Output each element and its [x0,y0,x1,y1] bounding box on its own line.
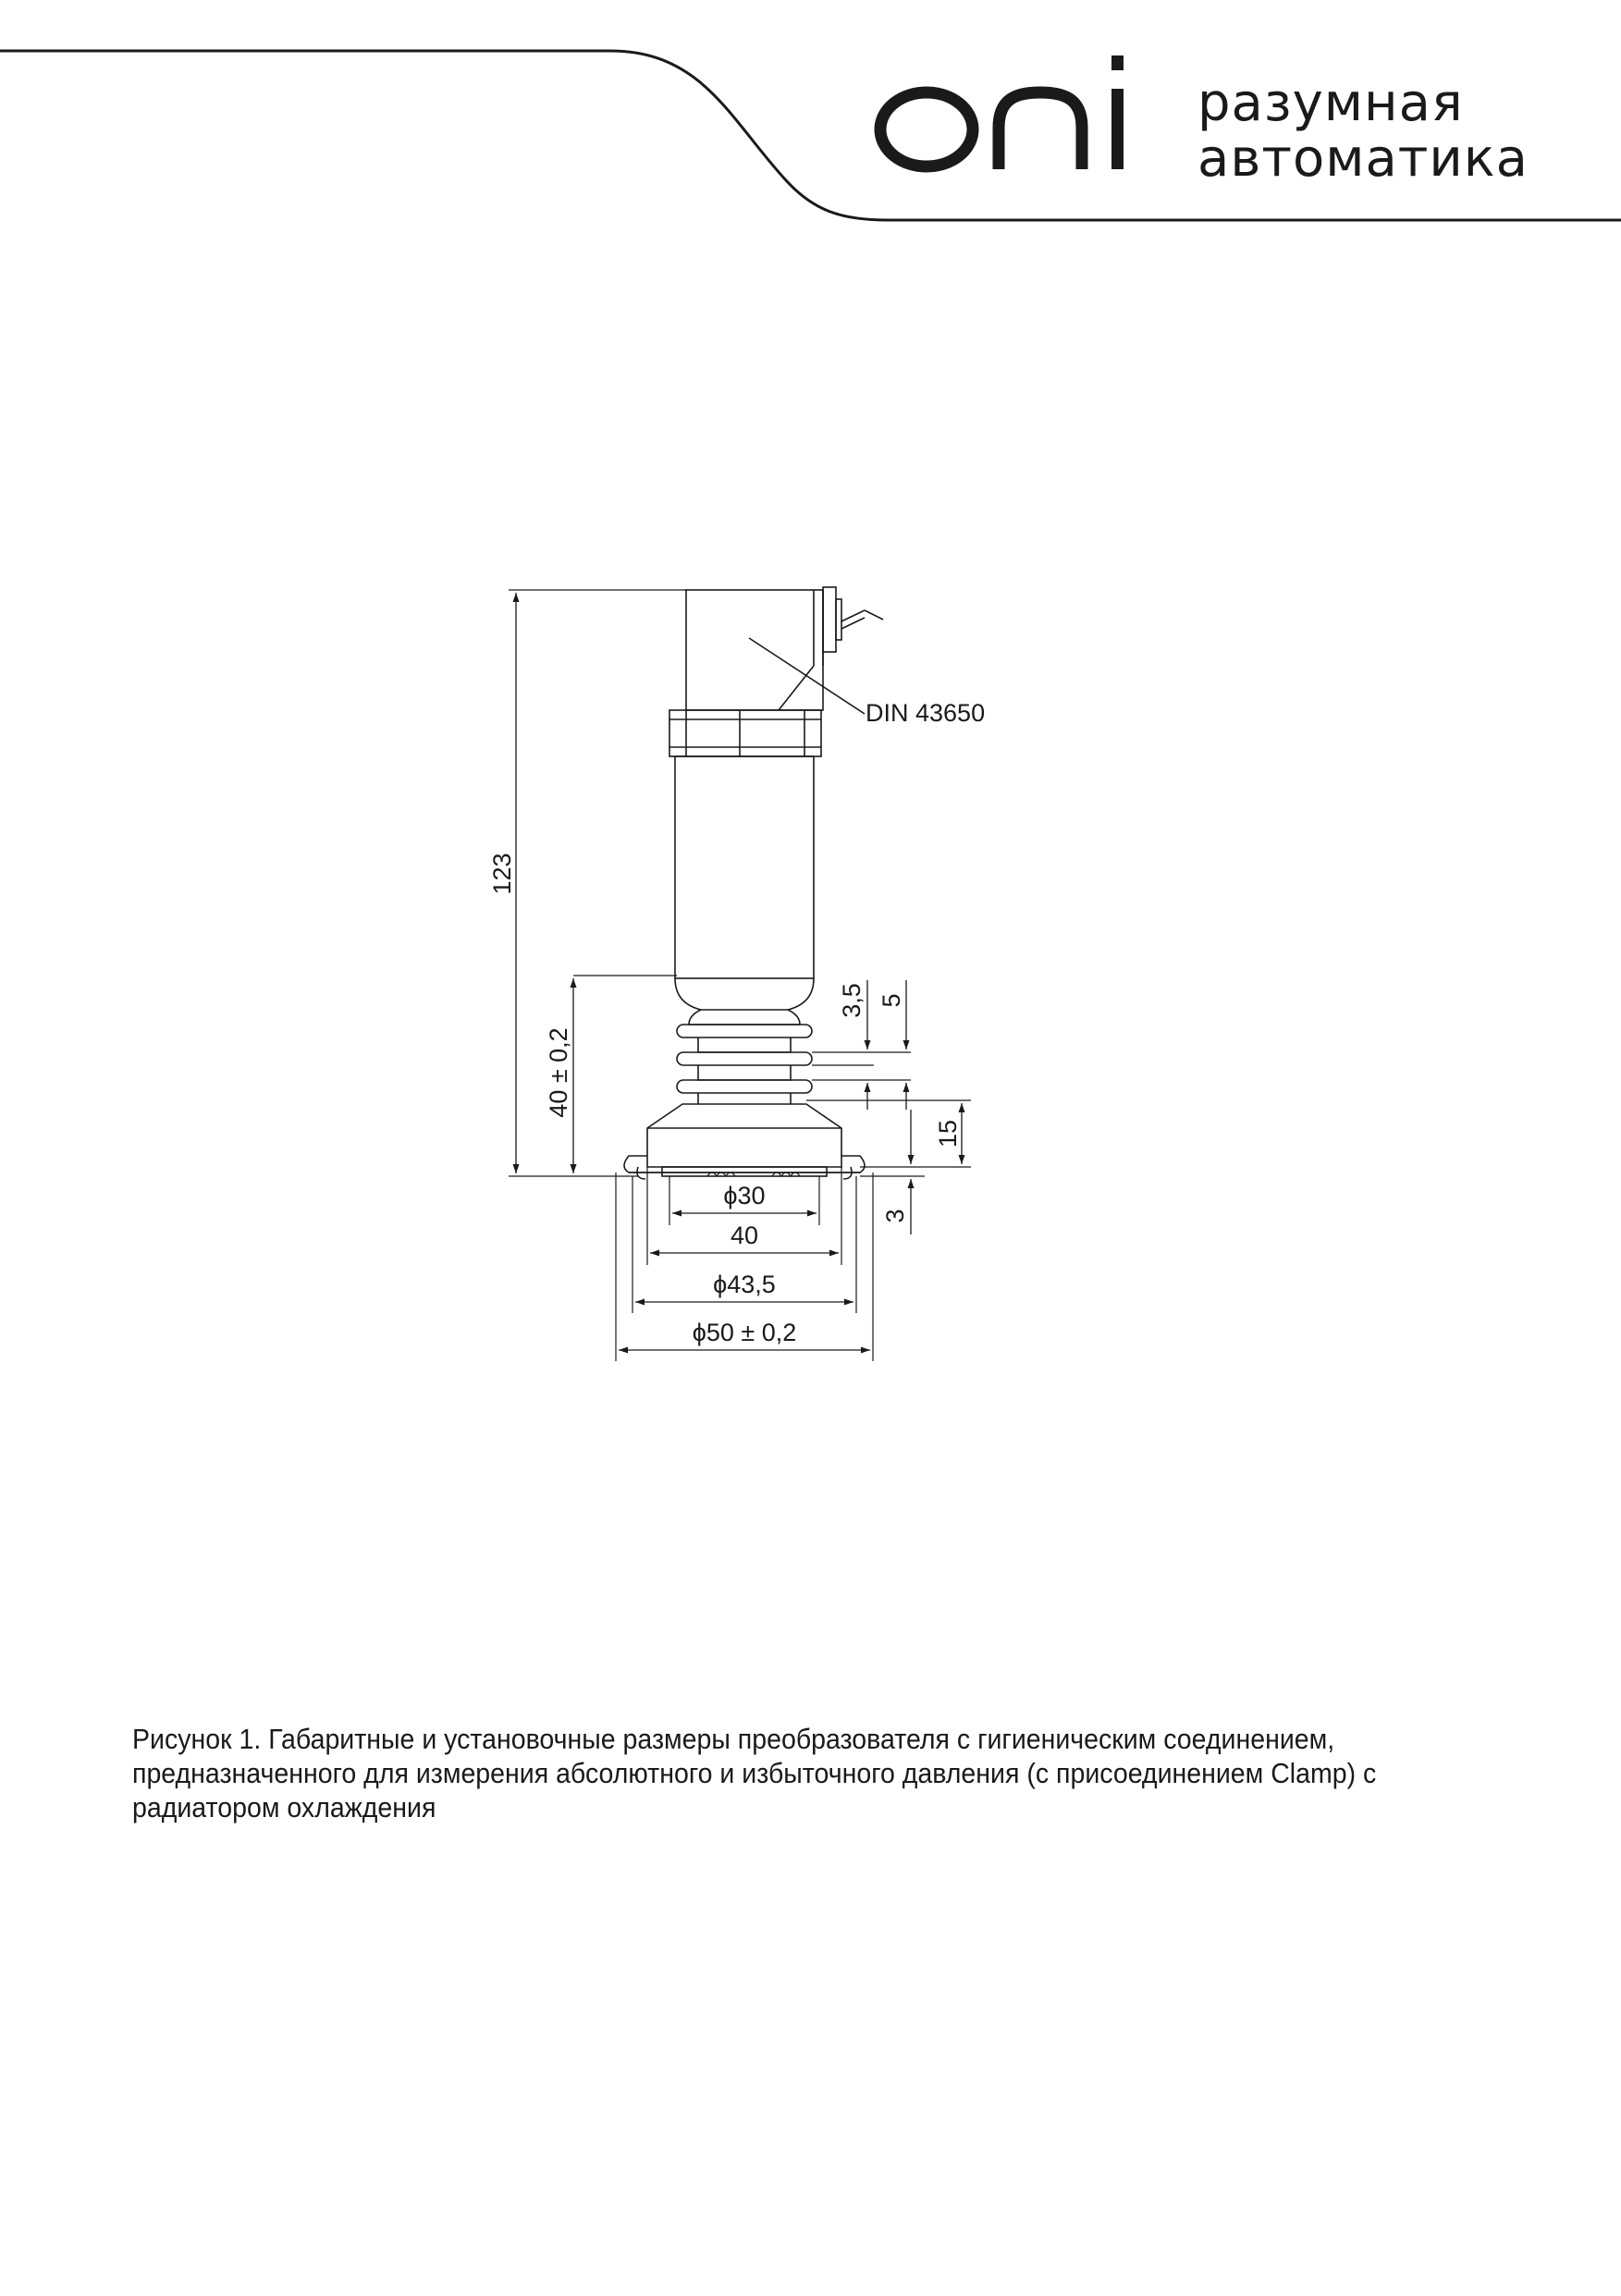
dim-flange-height: 15 [934,1119,962,1148]
dim-gasket-height: 3 [881,1209,909,1223]
tagline-line-1: разумная [1197,73,1464,133]
tagline-line-2: автоматика [1197,129,1529,189]
connector-label: DIN 43650 [866,699,986,727]
caption-line-1: Рисунок 1. Габаритные и установочные размеры преобразователя с гигиеническим соединением, [132,1723,1335,1755]
dim-d30: ϕ30 [723,1182,766,1209]
caption-line-2: предназначенного для измерения абсолютного и избыточного давления (с присоединением Clamp) с [132,1757,1377,1789]
dimension-labels [488,699,985,1346]
figure-caption [132,1722,1392,1824]
dim-overall-height: 123 [488,853,516,895]
dim-clamp-height: 40 ± 0,2 [545,1027,572,1118]
connector-housing [686,587,883,714]
radiator-fins [675,978,814,1104]
body-tube [675,756,814,978]
dim-d50: ϕ50 ± 0,2 [692,1319,797,1346]
dim-fin-pitch: 3,5 [838,983,866,1018]
dim-fin-gap: 5 [878,993,905,1008]
hex-nut [669,710,821,756]
caption-line-3: радиатором охлаждения [132,1791,436,1823]
clamp-flange [624,1104,865,1179]
dim-w40: 40 [730,1222,759,1249]
dim-d43-5: ϕ43,5 [713,1271,776,1298]
